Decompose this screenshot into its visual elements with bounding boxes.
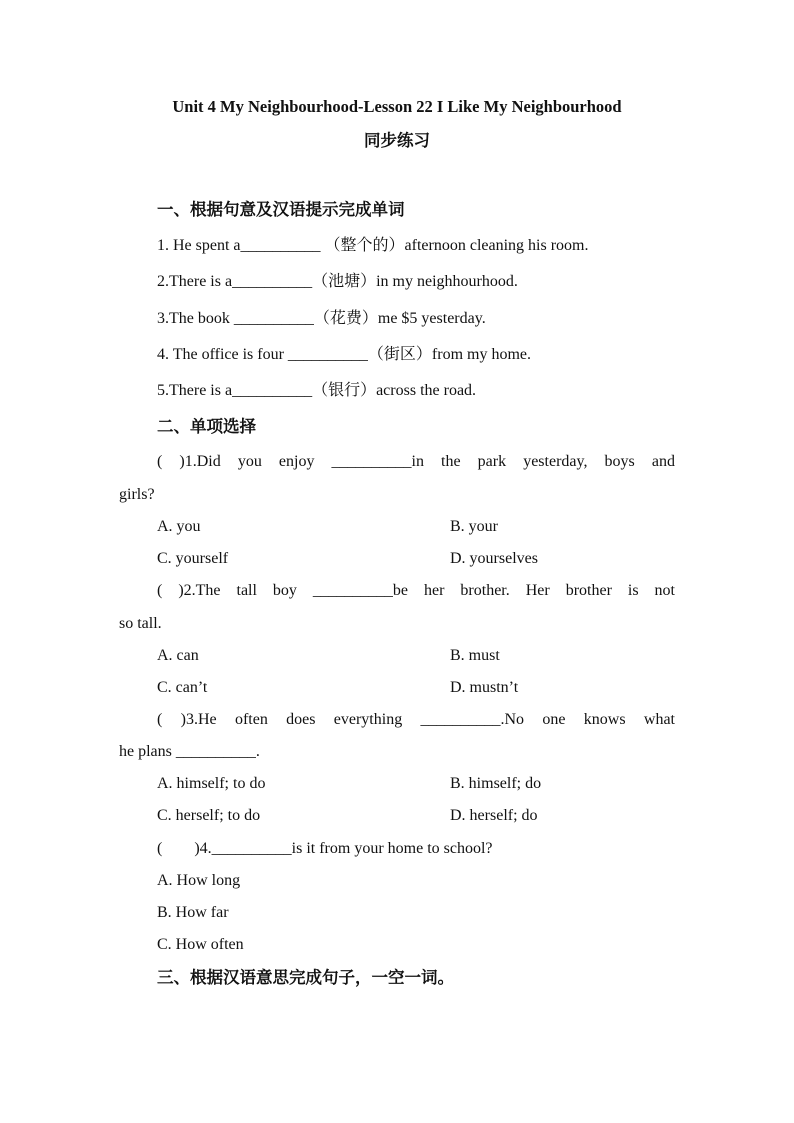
q2-option-c: C. can’t bbox=[157, 679, 208, 696]
q1-option-b: B. your bbox=[450, 518, 498, 535]
q2-word: her bbox=[424, 582, 445, 599]
q1-option-a: A. you bbox=[157, 518, 201, 535]
question-2-continuation: so tall. bbox=[119, 615, 162, 632]
question-2-line bbox=[157, 581, 675, 601]
q2-word: tall bbox=[236, 582, 257, 599]
document-title: Unit 4 My Neighbourhood-Lesson 22 I Like My Neighbourhood bbox=[172, 97, 622, 116]
q3-option-b: B. himself; do bbox=[450, 775, 542, 792]
q3-option-a: A. himself; to do bbox=[157, 775, 266, 792]
q2-word: __________be bbox=[312, 582, 409, 599]
q1-word: yesterday, bbox=[523, 453, 588, 470]
q1-word: you bbox=[237, 453, 262, 470]
fill-item-3: 3.The book __________（花费）me $5 yesterday. bbox=[157, 310, 486, 327]
q3-word: one bbox=[542, 711, 566, 728]
q2-word: is bbox=[627, 582, 639, 599]
q4-option-c: C. How often bbox=[157, 936, 244, 953]
q2-word: not bbox=[654, 582, 675, 599]
q1-option-d: D. yourselves bbox=[450, 550, 538, 567]
q3-word: does bbox=[286, 711, 316, 728]
q2-word: Her bbox=[525, 582, 550, 599]
q4-option-a: A. How long bbox=[157, 872, 241, 889]
question-1-continuation: girls? bbox=[119, 486, 155, 503]
q2-option-d: D. mustn’t bbox=[450, 679, 519, 696]
q1-word: __________in bbox=[331, 453, 424, 470]
q3-word: )3.He bbox=[180, 711, 217, 728]
q3-word: often bbox=[234, 711, 268, 728]
section-2-heading: 二、单项选择 bbox=[157, 417, 256, 436]
fill-item-1: 1. He spent a__________ （整个的）afternoon cleaning his room. bbox=[157, 237, 589, 254]
q2-option-a: A. can bbox=[157, 647, 199, 664]
q1-word: ( bbox=[157, 453, 163, 470]
q2-option-b: B. must bbox=[450, 647, 500, 664]
q2-word: )2.The bbox=[178, 582, 221, 599]
q2-word: boy bbox=[272, 582, 297, 599]
q3-word: __________.No bbox=[420, 711, 525, 728]
q4-option-b: B. How far bbox=[157, 904, 229, 921]
q3-word: what bbox=[643, 711, 675, 728]
q1-word: boys bbox=[604, 453, 635, 470]
q2-word: brother. bbox=[460, 582, 510, 599]
question-3-line bbox=[157, 710, 675, 730]
section-1-heading: 一、根据句意及汉语提示完成单词 bbox=[157, 200, 405, 219]
question-4-line: ( )4.__________is it from your home to school? bbox=[157, 840, 493, 857]
q2-word: ( bbox=[157, 582, 163, 599]
q3-option-d: D. herself; do bbox=[450, 807, 538, 824]
document-subtitle: 同步练习 bbox=[364, 131, 430, 150]
q3-word: ( bbox=[157, 711, 163, 728]
question-1-line bbox=[157, 452, 675, 472]
q1-option-c: C. yourself bbox=[157, 550, 229, 567]
q3-word: knows bbox=[583, 711, 626, 728]
q3-option-c: C. herself; to do bbox=[157, 807, 261, 824]
q1-word: enjoy bbox=[278, 453, 315, 470]
question-3-continuation: he plans __________. bbox=[119, 743, 260, 760]
q1-word: the bbox=[441, 453, 461, 470]
q1-word: and bbox=[651, 453, 675, 470]
fill-item-5: 5.There is a__________（银行）across the road. bbox=[157, 382, 477, 399]
q1-word: park bbox=[477, 453, 507, 470]
q2-word: brother bbox=[565, 582, 612, 599]
q3-word: everything bbox=[333, 711, 403, 728]
q1-word: )1.Did bbox=[179, 453, 221, 470]
section-3-heading: 三、根据汉语意思完成句子，一空一词。 bbox=[157, 968, 454, 987]
fill-item-2: 2.There is a__________（池塘）in my neighhourhood. bbox=[157, 273, 518, 290]
fill-item-4: 4. The office is four __________（街区）from my home. bbox=[157, 346, 532, 363]
